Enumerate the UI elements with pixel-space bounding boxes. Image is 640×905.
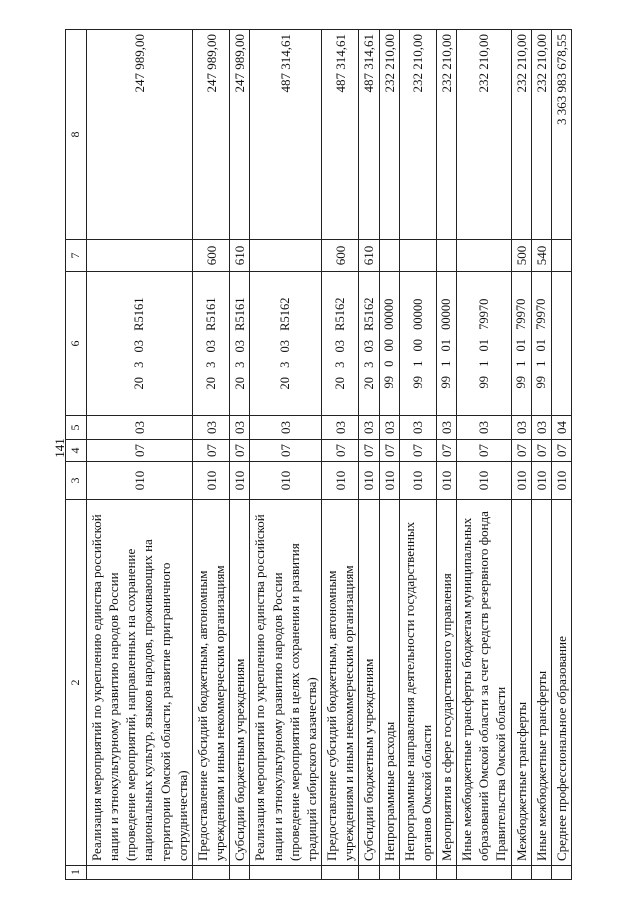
expense-type-code: 500: [511, 240, 531, 272]
amount: 232 210,00: [531, 30, 551, 240]
table-row: [87, 30, 193, 880]
col-header-6: 6: [66, 272, 87, 416]
target-article-code: 20 3 03 R5161: [87, 272, 193, 416]
target-article-code: 99 1 00 00000: [399, 272, 436, 416]
ministry-code: 010: [230, 462, 250, 500]
expense-name: Непрограммные расходы: [379, 500, 399, 866]
subsection-code: 03: [322, 416, 359, 440]
table-row: [531, 30, 551, 880]
expense-type-code: [399, 240, 436, 272]
amount: 247 989,00: [192, 30, 229, 240]
amount: 247 989,00: [87, 30, 193, 240]
expense-name: Непрограммные направления деятельности государственных органов Омской области: [399, 500, 436, 866]
col-header-2: 2: [66, 500, 87, 866]
page-number: 141: [51, 438, 67, 458]
section-code: 07: [87, 440, 193, 462]
expense-type-code: 610: [230, 240, 250, 272]
amount: 487 314,61: [322, 30, 359, 240]
table-row: [436, 30, 456, 880]
target-article-code: 20 3 03 R5162: [250, 272, 322, 416]
expense-type-code: 610: [359, 240, 379, 272]
cell-col1: [192, 866, 229, 880]
subsection-code: 03: [250, 416, 322, 440]
expense-name: Предоставление субсидий бюджетным, автономным учреждениям и иным некоммерческим организациям: [192, 500, 229, 866]
subsection-code: 03: [457, 416, 511, 440]
col-header-1: 1: [66, 866, 87, 880]
cell-col1: [87, 866, 193, 880]
section-code: 07: [457, 440, 511, 462]
col-header-5: 5: [66, 416, 87, 440]
col-header-3: 3: [66, 462, 87, 500]
table-row: [399, 30, 436, 880]
section-code: 07: [531, 440, 551, 462]
subsection-code: 03: [399, 416, 436, 440]
cell-col1: [322, 866, 359, 880]
subsection-code: 03: [359, 416, 379, 440]
ministry-code: 010: [531, 462, 551, 500]
ministry-code: 010: [457, 462, 511, 500]
amount: 232 210,00: [457, 30, 511, 240]
expense-name: Реализация мероприятий по укреплению единства российской нации и этнокультурному развитию народов России (проведение мероприятий в целях сохранения и развития традиций сибирского казачества): [250, 500, 322, 866]
table-row: [250, 30, 322, 880]
table-row: [192, 30, 229, 880]
cell-col1: [230, 866, 250, 880]
expense-name: Среднее профессиональное образование: [551, 500, 571, 866]
cell-col1: [511, 866, 531, 880]
ministry-code: 010: [399, 462, 436, 500]
amount: 232 210,00: [511, 30, 531, 240]
section-code: 07: [399, 440, 436, 462]
ministry-code: 010: [436, 462, 456, 500]
subsection-code: 03: [230, 416, 250, 440]
section-code: 07: [322, 440, 359, 462]
amount: 232 210,00: [379, 30, 399, 240]
column-number-header: [66, 30, 87, 880]
col-header-8: 8: [66, 30, 87, 240]
expense-name: Предоставление субсидий бюджетным, автономным учреждениям и иным некоммерческим организациям: [322, 500, 359, 866]
ministry-code: 010: [511, 462, 531, 500]
target-article-code: 20 3 03 R5162: [322, 272, 359, 416]
target-article-code: [551, 272, 571, 416]
section-code: 07: [250, 440, 322, 462]
section-code: 07: [436, 440, 456, 462]
table-row: [230, 30, 250, 880]
amount: 232 210,00: [399, 30, 436, 240]
target-article-code: 99 1 01 79970: [457, 272, 511, 416]
target-article-code: 99 1 01 79970: [531, 272, 551, 416]
amount: 247 989,00: [230, 30, 250, 240]
cell-col1: [531, 866, 551, 880]
table-row: [379, 30, 399, 880]
section-code: 07: [359, 440, 379, 462]
subsection-code: 03: [192, 416, 229, 440]
expense-type-code: [87, 240, 193, 272]
ministry-code: 010: [250, 462, 322, 500]
subsection-code: 03: [531, 416, 551, 440]
target-article-code: 20 3 03 R5161: [230, 272, 250, 416]
section-code: 07: [379, 440, 399, 462]
target-article-code: 99 1 01 79970: [511, 272, 531, 416]
section-code: 07: [551, 440, 571, 462]
expense-type-code: [250, 240, 322, 272]
target-article-code: 20 3 03 R5162: [359, 272, 379, 416]
cell-col1: [379, 866, 399, 880]
ministry-code: 010: [87, 462, 193, 500]
table-row: [457, 30, 511, 880]
expense-name: Иные межбюджетные трансферты: [531, 500, 551, 866]
rotated-page: [65, 30, 605, 880]
amount: 487 314,61: [250, 30, 322, 240]
cell-col1: [551, 866, 571, 880]
expense-type-code: [379, 240, 399, 272]
amount: 3 363 983 678,55: [551, 30, 571, 240]
budget-table: [65, 29, 572, 880]
target-article-code: 99 1 01 00000: [436, 272, 456, 416]
table-row: [511, 30, 531, 880]
expense-type-code: [551, 240, 571, 272]
ministry-code: 010: [192, 462, 229, 500]
table-row: [359, 30, 379, 880]
ministry-code: 010: [359, 462, 379, 500]
ministry-code: 010: [551, 462, 571, 500]
expense-type-code: 540: [531, 240, 551, 272]
amount: 487 314,61: [359, 30, 379, 240]
expense-name: Субсидии бюджетным учреждениям: [230, 500, 250, 866]
expense-type-code: 600: [192, 240, 229, 272]
subsection-code: 03: [511, 416, 531, 440]
amount: 232 210,00: [436, 30, 456, 240]
target-article-code: 99 0 00 00000: [379, 272, 399, 416]
expense-name: Субсидии бюджетным учреждениям: [359, 500, 379, 866]
subsection-code: 03: [379, 416, 399, 440]
expense-name: Мероприятия в сфере государственного управления: [436, 500, 456, 866]
section-code: 07: [511, 440, 531, 462]
cell-col1: [457, 866, 511, 880]
expense-name: Реализация мероприятий по укреплению единства российской нации и этнокультурному развитию народов России (проведение мероприятий, направленных на сохранение национальных культур, языков народов, проживающих на территории Омской области, развитие приграничного сотрудничества): [87, 500, 193, 866]
target-article-code: 20 3 03 R5161: [192, 272, 229, 416]
expense-name: Межбюджетные трансферты: [511, 500, 531, 866]
ministry-code: 010: [379, 462, 399, 500]
col-header-7: 7: [66, 240, 87, 272]
cell-col1: [359, 866, 379, 880]
expense-name: Иные межбюджетные трансферты бюджетам муниципальных образований Омской области за счет средств резервного фонда Правительства Омской области: [457, 500, 511, 866]
subsection-code: 03: [87, 416, 193, 440]
subsection-code: 03: [436, 416, 456, 440]
section-code: 07: [192, 440, 229, 462]
subsection-code: 04: [551, 416, 571, 440]
ministry-code: 010: [322, 462, 359, 500]
cell-col1: [399, 866, 436, 880]
expense-type-code: [436, 240, 456, 272]
col-header-4: 4: [66, 440, 87, 462]
cell-col1: [436, 866, 456, 880]
cell-col1: [250, 866, 322, 880]
section-code: 07: [230, 440, 250, 462]
table-row: [322, 30, 359, 880]
expense-type-code: [457, 240, 511, 272]
table-row: [551, 30, 571, 880]
expense-type-code: 600: [322, 240, 359, 272]
